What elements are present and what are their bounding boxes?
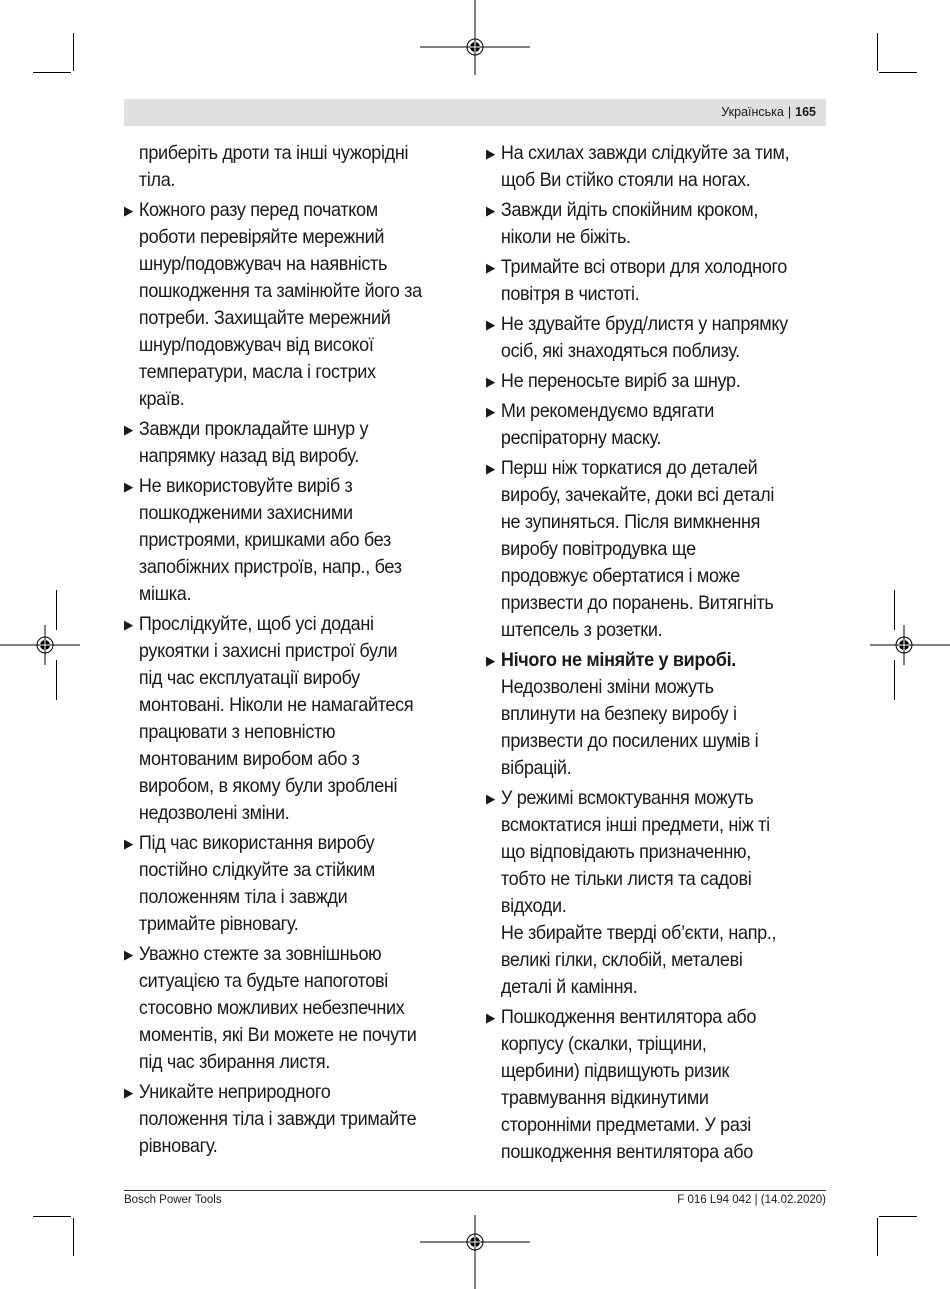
instruction-line: деталі й каміння. [500,976,638,998]
instruction-line: Недозволені зміни можуть [500,676,714,698]
registration-mark-bottom [420,1215,530,1289]
safety-instruction [486,254,825,308]
instruction-line: тобто не тільки листя та садові [500,868,752,890]
instruction-line: Завжди прокладайте шнур у [138,418,369,440]
safety-instruction [486,140,825,194]
bullet-arrow-icon: ▶ [124,617,133,632]
instruction-line: виробу, зачекайте, доки всі деталі [500,484,775,506]
instruction-line: монтовані. Ніколи не намагайтеся [138,694,414,716]
instruction-line: Кожного разу перед початком [138,199,378,221]
instruction-line: пристроями, кришками або без [138,529,391,551]
safety-instruction [486,311,825,365]
instruction-line: Нічого не міняйте у виробі. [500,649,736,671]
instruction-line: положенням тіла і завжди [138,886,348,908]
instruction-line: штепсель з розетки. [500,619,663,641]
bullet-arrow-icon: ▶ [486,1010,495,1025]
bullet-arrow-icon: ▶ [124,836,133,851]
instruction-line: У режимі всмоктування можуть [500,787,754,809]
instruction-line: напрямку назад від виробу. [138,445,359,467]
crop-mark [877,1218,878,1256]
bullet-arrow-icon: ▶ [124,1085,133,1100]
instruction-line: пошкодження вентилятора або [500,1141,753,1163]
instruction-line: вібрацій. [500,757,572,779]
footer-rule [124,1190,826,1191]
crop-mark [33,72,71,73]
instruction-line: Під час використання виробу [138,832,375,854]
registration-mark-top [420,0,530,75]
footer-publisher: Bosch Power Tools [124,1194,222,1206]
crop-mark [33,1216,71,1217]
bullet-arrow-icon: ▶ [486,146,495,161]
instruction-line: виробом, в якому були зроблені [138,775,398,797]
instruction-line: призвести до посилених шумів і [500,730,759,752]
instruction-line: під час експлуатації виробу [138,667,360,689]
crop-mark [879,72,917,73]
instruction-line: Не здувайте бруд/листя у напрямку [500,313,788,335]
registration-mark-left [0,600,80,690]
instruction-line: пошкодження та замінюйте його за [138,280,422,302]
instruction-line: Завжди йдіть спокійним кроком, [500,199,759,221]
left-column [124,140,463,1163]
instruction-line: тримайте рівновагу. [138,913,299,935]
bullet-arrow-icon: ▶ [486,791,495,806]
instruction-line: Пошкодження вентилятора або [500,1006,757,1028]
instruction-line: температури, масла і гострих [138,361,376,383]
instruction-line: повітря в чистоті. [500,283,640,305]
instruction-line: роботи перевіряйте мережний [138,226,385,248]
instruction-line: під час збирання листя. [138,1051,331,1073]
safety-instruction [486,455,825,644]
instruction-line: стосовно можливих небезпечних [138,997,405,1019]
instruction-line: корпусу (скалки, тріщини, [500,1033,707,1055]
bullet-arrow-icon: ▶ [486,260,495,275]
instruction-line: вплинути на безпеку виробу і [500,703,737,725]
bullet-arrow-icon: ▶ [486,374,495,389]
bullet-arrow-icon: ▶ [486,203,495,218]
instruction-line: щербини) підвищують ризик [500,1060,730,1082]
page-header [124,99,826,126]
instruction-line: положення тіла і завжди тримайте [138,1108,417,1130]
safety-instruction [124,830,463,938]
instruction-line: продовжує обертатися і може [500,565,740,587]
instruction-line: пошкодженими захисними [138,502,353,524]
bullet-arrow-icon: ▶ [486,404,495,419]
instruction-line: Ми рекомендуємо вдягати [500,400,715,422]
instruction-line: призвести до поранень. Витягніть [500,592,774,614]
instruction-line: відходи. [500,895,567,917]
header-separator: | [787,105,792,119]
safety-instruction [486,785,825,1001]
instruction-line: Перш ніж торкатися до деталей [500,457,758,479]
safety-instruction [486,647,825,782]
instruction-line: респіраторну маску. [500,427,662,449]
instruction-line: що відповідають призначенню, [500,841,751,863]
bullet-arrow-icon: ▶ [486,653,495,668]
safety-instruction [124,473,463,608]
page-number: 165 [795,105,816,119]
instruction-line: всмоктатися інші предмети, ніж ті [500,814,770,836]
instruction-line: травмування відкинутими [500,1087,709,1109]
instruction-line: ситуацією та будьте напоготові [138,970,388,992]
instruction-line: мішка. [138,583,192,605]
safety-instruction [124,416,463,470]
safety-instruction [486,368,825,395]
instruction-line: тіла. [138,169,176,191]
instruction-line: Не використовуйте виріб з [138,475,353,497]
instruction-line: приберіть дроти та інші чужорідні [138,142,409,164]
instruction-line: запобіжних пристроїв, напр., без [138,556,402,578]
instruction-line: осіб, які знаходяться поблизу. [500,340,740,362]
instruction-line: Не переносьте виріб за шнур. [500,370,741,392]
instruction-line: монтованим виробом або з [138,748,360,770]
footer-doc-code: F 016 L94 042 | (14.02.2020) [677,1194,826,1206]
instruction-line: не зупиняться. Після вимкнення [500,511,761,533]
bullet-arrow-icon: ▶ [124,479,133,494]
safety-instruction [486,197,825,251]
instruction-line: Тримайте всі отвори для холодного [500,256,788,278]
instruction-line: сторонніми предметами. У разі [500,1114,751,1136]
safety-instruction [124,611,463,827]
instruction-line: країв. [138,388,185,410]
instruction-line: рукоятки і захисні пристрої були [138,640,398,662]
safety-instruction [124,197,463,413]
crop-mark [73,33,74,71]
safety-instruction [486,398,825,452]
instruction-line: Прослідкуйте, щоб усі додані [138,613,374,635]
bullet-arrow-icon: ▶ [124,203,133,218]
crop-mark [877,33,878,71]
instruction-line: рівновагу. [138,1135,218,1157]
instruction-line: Уникайте неприродного [138,1081,331,1103]
safety-instruction [486,1004,825,1166]
instruction-line: недозволені зміни. [138,802,290,824]
instruction-line: Не збирайте тверді об’єкти, напр., [500,922,777,944]
header-language: Українська [721,105,784,119]
header-text [721,105,816,120]
instruction-line: шнур/подовжувач від високої [138,334,374,356]
instruction-line: потреби. Захищайте мережний [138,307,391,329]
instruction-line: великі гілки, склобій, металеві [500,949,743,971]
instruction-line: шнур/подовжувач на наявність [138,253,388,275]
safety-instruction [124,1079,463,1160]
bullet-arrow-icon: ▶ [124,422,133,437]
bullet-arrow-icon: ▶ [486,461,495,476]
bullet-arrow-icon: ▶ [124,947,133,962]
instruction-line: щоб Ви стійко стояли на ногах. [500,169,751,191]
safety-instruction [124,941,463,1076]
registration-mark-right [870,600,950,690]
bullet-arrow-icon: ▶ [486,317,495,332]
instruction-line: працювати з неповністю [138,721,336,743]
instruction-line: виробу повітродувка ще [500,538,696,560]
right-column [486,140,825,1169]
instruction-line: Уважно стежте за зовнішньою [138,943,382,965]
safety-instruction [124,140,463,194]
crop-mark [73,1218,74,1256]
instruction-line: ніколи не біжіть. [500,226,631,248]
instruction-line: На схилах завжди слідкуйте за тим, [500,142,790,164]
instruction-line: моментів, які Ви можете не почути [138,1024,417,1046]
crop-mark [879,1216,917,1217]
instruction-line: постійно слідкуйте за стійким [138,859,375,881]
